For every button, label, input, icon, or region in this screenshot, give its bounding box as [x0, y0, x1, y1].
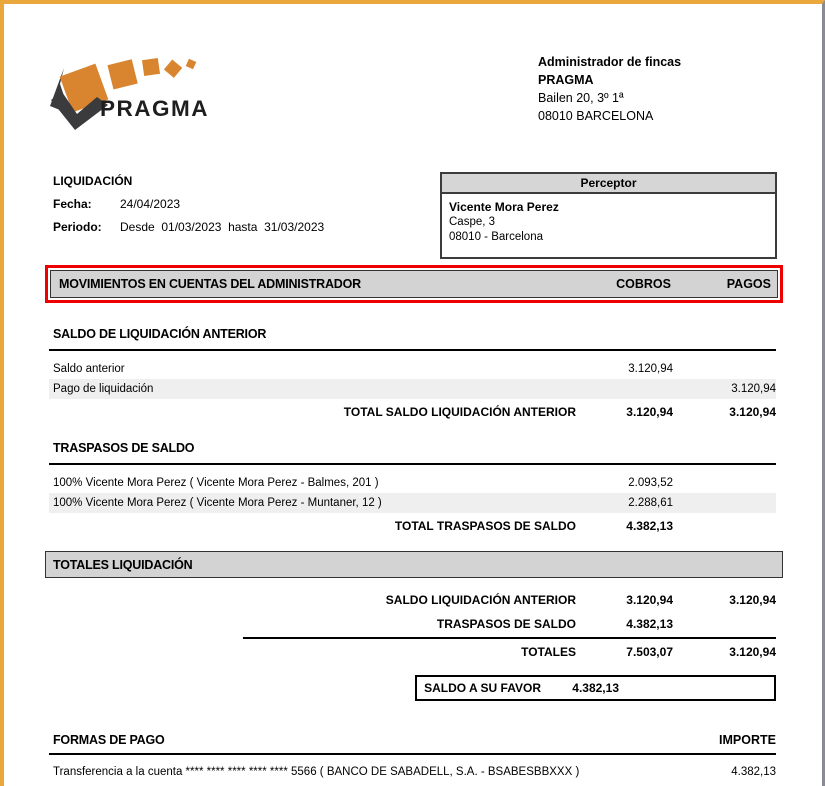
totales-summary [49, 588, 776, 664]
perceptor-city: 08010 - Barcelona [449, 231, 543, 243]
summary-row [49, 588, 776, 612]
section-saldo-anterior-title: SALDO DE LIQUIDACIÓN ANTERIOR [53, 327, 267, 341]
total-cobros: 4.382,13 [626, 519, 673, 533]
summary-pagos: 3.120,94 [729, 593, 776, 607]
summary-label: TRASPASOS DE SALDO [436, 617, 576, 631]
pagos-column-header: PAGOS [726, 277, 771, 291]
admin-name: PRAGMA [538, 73, 594, 87]
summary-label: SALDO LIQUIDACIÓN ANTERIOR [385, 593, 576, 607]
movimientos-title: MOVIMIENTOS EN CUENTAS DEL ADMINISTRADOR [59, 277, 361, 291]
total-row [49, 516, 776, 536]
admin-street: Bailen 20, 3º 1ª [538, 91, 624, 105]
traspasos-rows [49, 473, 776, 536]
row-cobros: 2.288,61 [628, 497, 673, 509]
administrator-address [538, 53, 681, 125]
perceptor-header: Perceptor [442, 174, 775, 194]
section-formas-pago [49, 733, 776, 778]
section-traspasos-title: TRASPASOS DE SALDO [53, 441, 195, 455]
admin-city: 08010 BARCELONA [538, 109, 654, 123]
row-label: 100% Vicente Mora Perez ( Vicente Mora Perez - Muntaner, 12 ) [53, 497, 382, 509]
perceptor-name: Vicente Mora Perez [449, 200, 559, 214]
admin-role: Administrador de fincas [538, 55, 682, 69]
periodo-row [53, 220, 324, 234]
section-divider [49, 753, 776, 755]
row-pagos: 3.120,94 [731, 383, 776, 395]
payment-method-label: Transferencia a la cuenta **** **** **** **** **** 5566 ( BANCO DE SABADELL, S.A. - BSABESBBXXX ) [53, 766, 580, 778]
totales-title: TOTALES LIQUIDACIÓN [53, 557, 193, 572]
formas-pago-title: FORMAS DE PAGO [53, 733, 165, 747]
perceptor-street: Caspe, 3 [449, 216, 496, 228]
grand-total-label: TOTALES [521, 645, 576, 659]
totales-header-bar [45, 551, 783, 578]
saldo-anterior-rows [49, 359, 776, 422]
section-divider [49, 463, 776, 465]
perceptor-box [440, 172, 777, 259]
saldo-favor-value: 4.382,13 [572, 681, 619, 695]
liquidation-title: LIQUIDACIÓN [53, 174, 133, 188]
movimientos-header-bar [50, 270, 778, 298]
pragma-logo-text: PRAGMA [100, 96, 209, 121]
table-row [49, 379, 776, 399]
cobros-column-header: COBROS [616, 277, 671, 291]
importe-column-header: IMPORTE [719, 733, 776, 747]
table-row [49, 473, 776, 493]
table-row [49, 493, 776, 513]
pragma-logo [48, 56, 233, 142]
total-cobros: 3.120,94 [626, 405, 673, 419]
grand-total-row [49, 640, 776, 664]
saldo-favor-label: SALDO A SU FAVOR [424, 681, 541, 695]
row-label: Pago de liquidación [53, 383, 154, 395]
highlight-annotation-red-box [45, 265, 783, 303]
section-divider [49, 349, 776, 351]
totals-divider [243, 637, 776, 639]
summary-cobros: 3.120,94 [626, 593, 673, 607]
total-pagos: 3.120,94 [729, 405, 776, 419]
row-label: Saldo anterior [53, 363, 125, 375]
periodo-label: Periodo: [53, 220, 102, 234]
row-label: 100% Vicente Mora Perez ( Vicente Mora Perez - Balmes, 201 ) [53, 477, 379, 489]
liquidation-info [53, 174, 324, 234]
total-label: TOTAL SALDO LIQUIDACIÓN ANTERIOR [343, 405, 576, 419]
payment-importe: 4.382,13 [731, 766, 776, 778]
row-cobros: 2.093,52 [628, 477, 673, 489]
summary-row [49, 612, 776, 636]
saldo-favor-box [415, 675, 776, 701]
formas-pago-header [49, 733, 776, 747]
section-traspasos [49, 440, 776, 536]
summary-cobros: 4.382,13 [626, 617, 673, 631]
section-saldo-anterior [49, 326, 776, 422]
table-row [49, 359, 776, 379]
total-row [49, 402, 776, 422]
row-cobros: 3.120,94 [628, 363, 673, 375]
grand-total-cobros: 7.503,07 [626, 645, 673, 659]
perceptor-details [442, 194, 775, 250]
fecha-value: 24/04/2023 [120, 197, 181, 211]
grand-total-pagos: 3.120,94 [729, 645, 776, 659]
table-row [49, 766, 776, 778]
fecha-row [53, 197, 324, 211]
fecha-label: Fecha: [53, 197, 92, 211]
total-label: TOTAL TRASPASOS DE SALDO [394, 519, 576, 533]
periodo-value: Desde 01/03/2023 hasta 31/03/2023 [120, 220, 325, 234]
